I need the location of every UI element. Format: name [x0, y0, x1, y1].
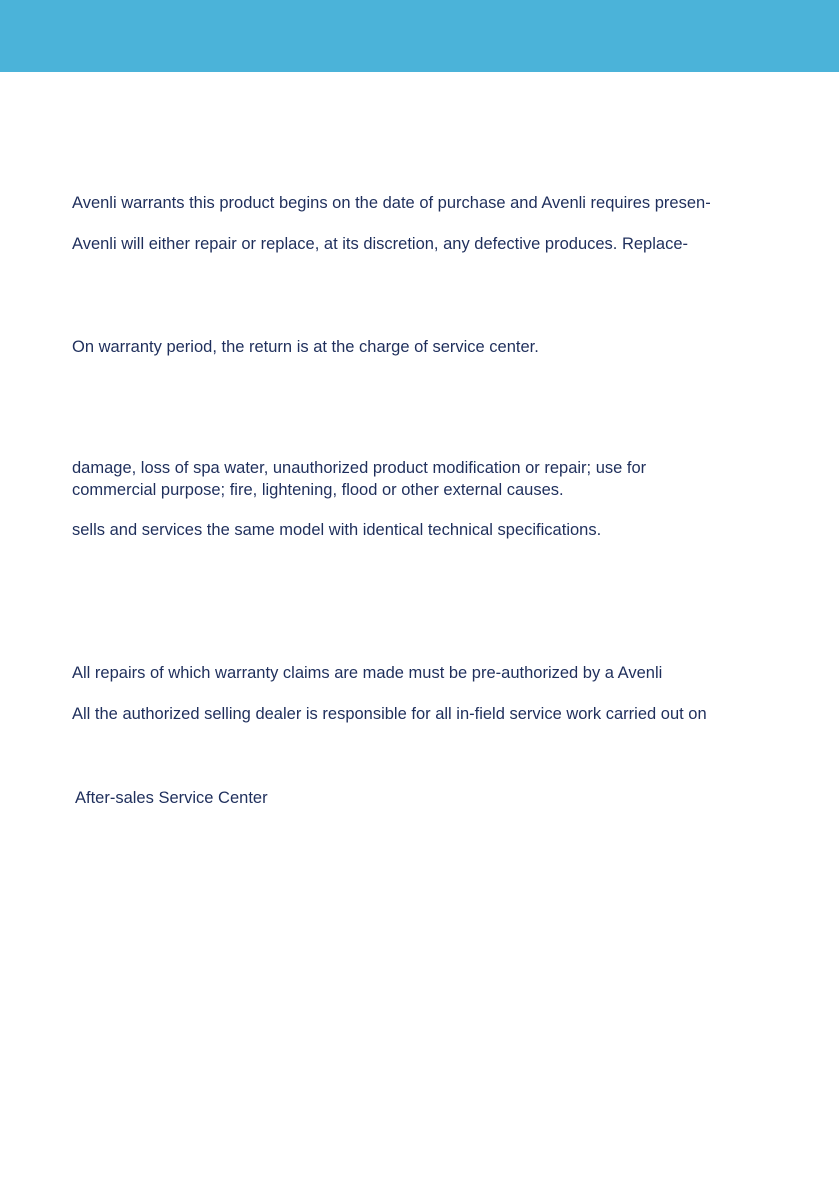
- repair-replace-line: Avenli will either repair or replace, at its discretion, any defective produces. Replace-: [72, 235, 688, 253]
- dealer-model-line: sells and services the same model with identical technical specifications.: [72, 521, 602, 539]
- dealer-responsibility-line: All the authorized selling dealer is responsible for all in-field service work carried out on: [72, 705, 707, 723]
- exclusions-line-1: damage, loss of spa water, unauthorized product modification or repair; use for: [72, 459, 647, 477]
- service-center-heading: After-sales Service Center: [75, 789, 268, 807]
- header-band: [0, 0, 839, 72]
- return-charge-line: On warranty period, the return is at the charge of service center.: [72, 338, 539, 356]
- preauthorization-line: All repairs of which warranty claims are made must be pre-authorized by a Avenli: [72, 664, 663, 682]
- warranty-start-line: Avenli warrants this product begins on the date of purchase and Avenli requires presen-: [72, 194, 711, 212]
- exclusions-line-2: commercial purpose; fire, lightening, flood or other external causes.: [72, 481, 564, 499]
